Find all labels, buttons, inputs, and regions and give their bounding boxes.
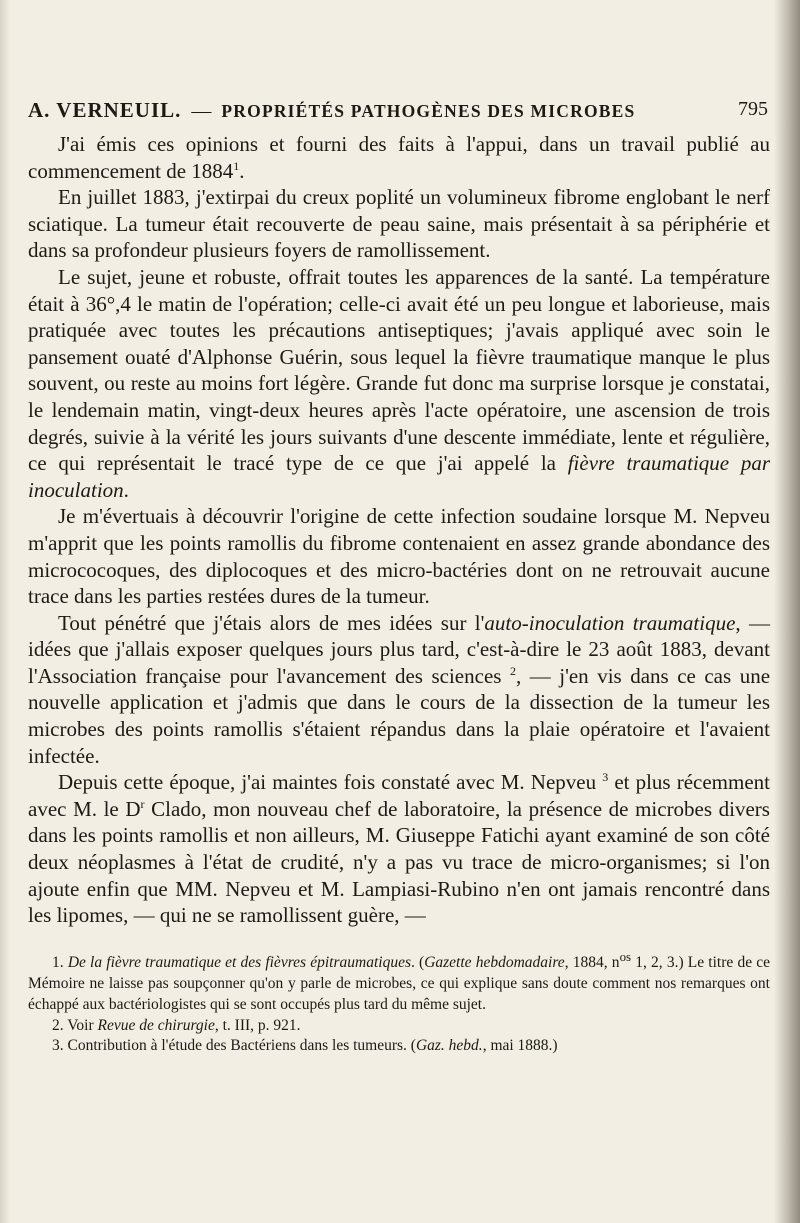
- footnote-1: [28, 947, 770, 1016]
- footnotes: [28, 947, 770, 1057]
- text-run: , — idées que j'allais exposer quelques jours plus tard, c'est-à-dire le 23 août 1883, devant l'Association française pour l'avancement des sciences: [28, 610, 770, 688]
- footnote-2: [28, 1016, 770, 1037]
- text-run: 1.: [52, 954, 68, 972]
- header-dash: —: [191, 100, 212, 122]
- paragraph-2: [28, 184, 770, 264]
- text-run: . (: [410, 954, 425, 972]
- running-header: [28, 98, 768, 124]
- footnote-3: [28, 1036, 770, 1057]
- text-run: J'ai émis ces opinions et fourni des faits à l'appui, dans un travail publié au commencement de 1884: [28, 132, 770, 183]
- text-run: 3. Contribution à l'étude des Bactériens dans les tumeurs. (: [52, 1037, 416, 1055]
- body-text: [28, 131, 770, 929]
- text-run: , 1884, n: [564, 954, 620, 972]
- text-run: .: [123, 477, 129, 502]
- text-run: Tout pénétré que j'étais alors de mes idées sur l': [58, 610, 485, 635]
- text-run: 2. Voir: [52, 1016, 98, 1034]
- page-number: 795: [738, 98, 768, 120]
- paragraph-3: [28, 264, 770, 503]
- page-edge-right: [774, 0, 800, 1223]
- paragraph-6: [28, 769, 770, 929]
- superscript: os: [619, 949, 632, 964]
- italic-run: Gaz. hebd.: [415, 1037, 483, 1055]
- italic-run: fièvre traumatique par inoculation: [28, 451, 771, 502]
- paragraph-1: [28, 131, 770, 184]
- italic-run: auto-inoculation traumatique: [484, 610, 736, 635]
- header-title: PROPRIÉTÉS PATHOGÈNES DES MICROBES: [221, 101, 636, 121]
- text-run: , — j'en vis dans ce cas une nouvelle application et j'admis que dans le cours de la dissection de la tumeur les microbes des points ramollis s'étaient répandus dans la plaie opératoire et l'avaient infectée.: [28, 663, 771, 768]
- text-run: , mai 1888.): [482, 1037, 558, 1055]
- italic-run: De la fièvre traumatique et des fièvres épitraumatiques: [67, 954, 411, 972]
- italic-run: Gazette hebdomadaire: [424, 954, 565, 972]
- text-run: Je m'évertuais à découvrir l'origine de cette infection soudaine lorsque M. Nepveu m'apprit que les points ramollis du fibrome contenaient en assez grande abondance des micrococoques, des diplocoques et des micro-bactéries dont on ne retrouvait aucune trace dans les parties restées dures de la tumeur.: [28, 504, 770, 609]
- superscript: r: [140, 796, 145, 811]
- text-run: En juillet 1883, j'extirpai du creux poplité un volumineux fibrome englobant le nerf sciatique. La tumeur était recouverte de peau saine, mais présentait à sa périphérie et dans sa profondeur plusieurs foyers de ramollissement.: [28, 185, 770, 263]
- text-run: 1, 2, 3.) Le titre de ce Mémoire ne laisse pas soupçonner qu'on y parle de microbes, ce qui explique sans doute comment nos remarques ont échappé aux bactériologistes qui se sont occupés plus tard du même sujet.: [28, 954, 771, 1013]
- paragraph-4: [28, 503, 770, 609]
- text-run: et plus récemment avec M. le D: [28, 770, 770, 821]
- text-run: Clado, mon nouveau chef de laboratoire, la présence de microbes divers dans les points ramollis et non ailleurs, M. Giuseppe Fatichi ayant examiné de son côté deux néoplasmes à l'état de crudité, n'y a pas vu trace de micro-organismes; si l'on ajoute enfin que MM. Nepveu et M. Lampiasi-Rubino n'en ont jamais rencontré dans les lipomes, — qui ne se ramollissent guère, —: [28, 796, 770, 928]
- text-run: .: [239, 158, 245, 183]
- text-run: Le sujet, jeune et robuste, offrait toutes les apparences de la santé. La température était à 36°,4 le matin de l'opération; celle-ci avait été un peu longue et laborieuse, mais pratiquée avec toutes les précautions antiseptiques; j'avais appliqué avec soin le pansement ouaté d'Alphonse Guérin, sous lequel la fièvre traumatique manque le plus souvent, ou reste au moins fort légère. Grande fut donc ma surprise lorsque je constatai, le lendemain matin, vingt-deux heures après l'acte opératoire, une ascension de trois degrés, suivie à la vérité les jours suivants d'une descente immédiate, lente et régulière, ce qui représentait le tracé type de ce que j'ai appelé la: [28, 264, 770, 476]
- footnote-ref: 1: [233, 158, 240, 173]
- text-run: , t. III, p. 921.: [214, 1016, 301, 1034]
- footnote-ref: 3: [602, 770, 609, 785]
- footnote-ref: 2: [509, 663, 516, 678]
- page-edge-left: [0, 0, 10, 1223]
- header-author: A. VERNEUIL.: [28, 98, 182, 122]
- italic-run: Revue de chirurgie: [97, 1016, 215, 1034]
- text-run: Depuis cette époque, j'ai maintes fois constaté avec M. Nepveu: [58, 770, 603, 795]
- paragraph-5: [28, 610, 770, 770]
